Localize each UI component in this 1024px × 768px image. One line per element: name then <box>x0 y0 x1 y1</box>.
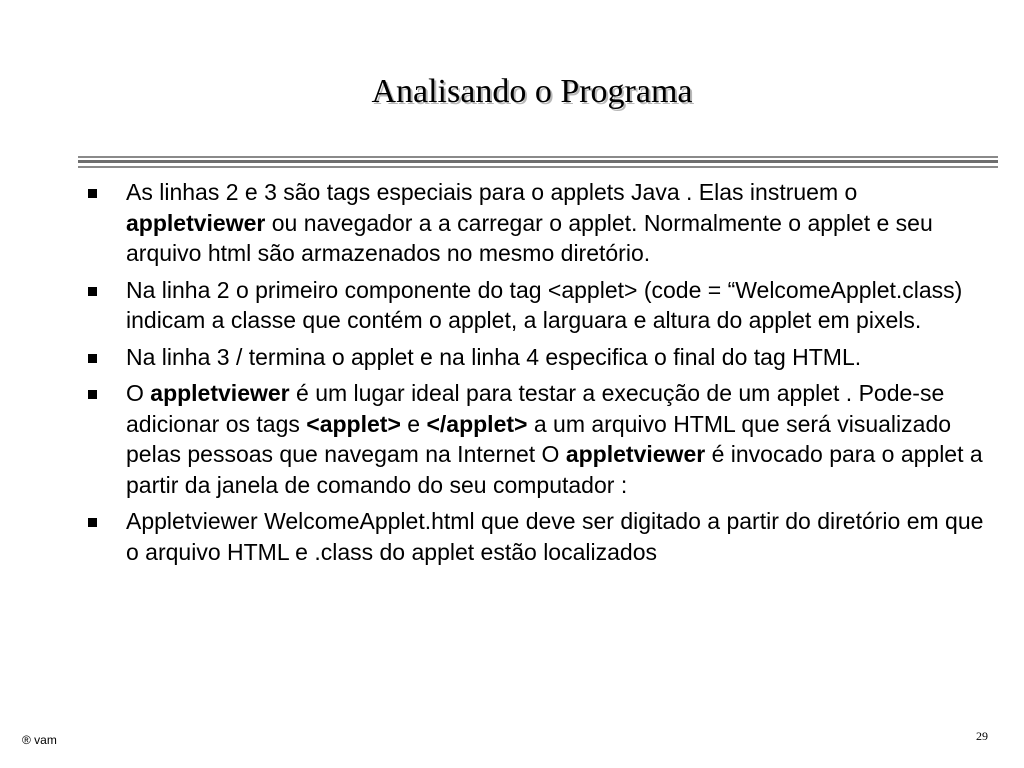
page-number: 29 <box>976 729 988 743</box>
bullet-text <box>126 380 983 498</box>
text-segment: e <box>400 410 427 437</box>
slide-title: Analisando o Programa <box>371 73 693 110</box>
square-bullet-icon <box>88 518 97 527</box>
bullet-item <box>84 342 996 373</box>
bullet-text <box>126 277 962 334</box>
footer-credit: ® vam <box>22 733 57 747</box>
text-segment: Appletviewer WelcomeApplet.html que deve ser digitado a partir do diretório em que o arquivo HTML e .class do applet estão localizados <box>126 508 984 565</box>
text-segment: é invocado para o applet a partir da janela de comando do seu computador : <box>126 441 983 498</box>
title-divider <box>78 156 998 168</box>
bold-term: appletviewer <box>150 380 290 406</box>
square-bullet-icon <box>88 354 97 363</box>
text-segment: Na linha 2 o primeiro componente do tag <applet> (code = “WelcomeApplet.class) indicam a classe que contém o applet, a larguara e altura do applet em pixels. <box>126 276 963 333</box>
bullet-item <box>84 506 996 567</box>
bullet-list <box>84 177 996 573</box>
bullet-text <box>126 179 933 266</box>
text-segment: é um lugar ideal para testar a execução de um applet . Pode-se adicionar os tags <box>126 380 945 437</box>
divider-line <box>78 156 998 158</box>
bullet-item <box>84 177 996 269</box>
text-segment: ou navegador a a carregar o applet. Normalmente o applet e seu arquivo html são armazenados no mesmo diretório. <box>126 209 933 266</box>
square-bullet-icon <box>88 189 97 198</box>
bold-term: </applet> <box>426 410 528 437</box>
bullet-text <box>126 508 983 565</box>
divider-line <box>78 160 998 163</box>
bullet-text <box>126 344 861 370</box>
text-segment: O <box>126 380 151 406</box>
bold-term: <applet> <box>306 410 401 437</box>
square-bullet-icon <box>88 287 97 296</box>
bold-term: appletviewer <box>126 209 266 236</box>
divider-line <box>78 166 998 168</box>
text-segment: a um arquivo HTML que será visualizado pelas pessoas que navegam na Internet O <box>126 410 952 467</box>
text-segment: As linhas 2 e 3 são tags especiais para o applets Java . Elas instruem o <box>126 179 858 205</box>
bullet-item <box>84 378 996 500</box>
bold-term: appletviewer <box>565 441 706 467</box>
text-segment: Na linha 3 / termina o applet e na linha 4 especifica o final do tag HTML. <box>126 343 862 370</box>
bullet-item <box>84 275 996 336</box>
square-bullet-icon <box>88 390 97 399</box>
